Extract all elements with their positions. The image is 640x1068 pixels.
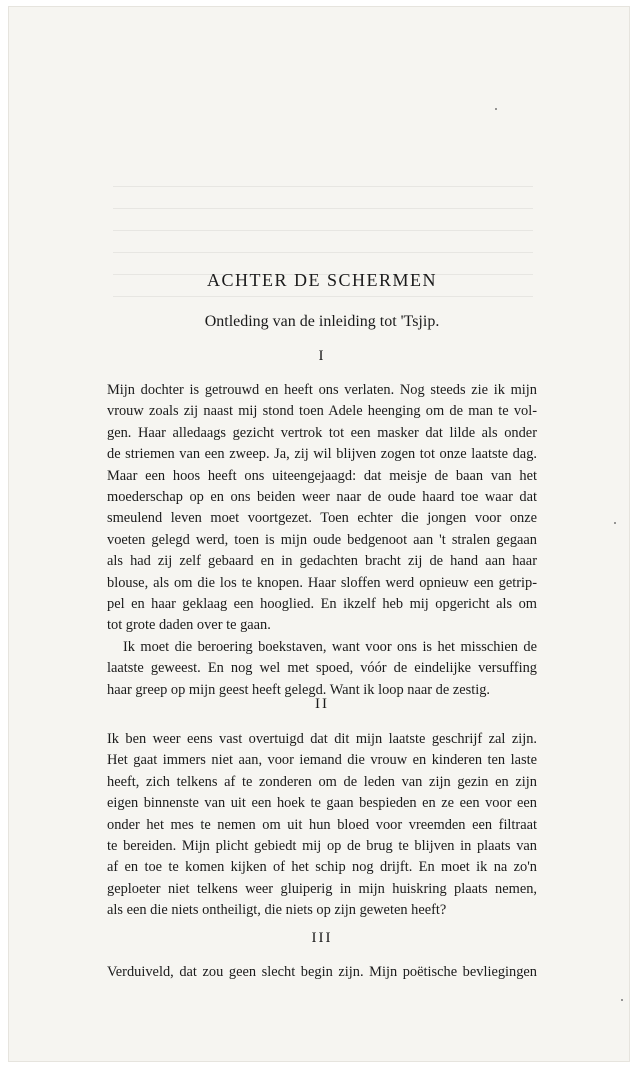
section-1-text [107, 380, 537, 701]
section-3-text [107, 962, 537, 983]
text-line: gen. Haar alledaags gezicht vertrok tot een masker dat lilde als onder [107, 424, 537, 441]
chapter-subtitle: Ontleding van de inleiding tot 'Tsjip. [204, 313, 440, 330]
chapter-title: ACHTER DE SCHERMEN [206, 270, 437, 290]
text-line: heeft, zich telkens af te zonderen om de leden van zijn gezin en zijn [107, 773, 537, 790]
section-2-text [107, 729, 537, 922]
text-line: als een die niets ontheiligt, die niets op zijn geweten heeft? [107, 902, 447, 919]
text-line: haar greep op mijn geest heeft gelegd. Want ik loop naar de zestig. [107, 681, 490, 698]
text-line: te bereiden. Mijn plicht gebiedt mij op de brug te blijven in plaats van [107, 838, 537, 855]
text-line: Het gaat immers niet aan, voor iemand die vrouw en kinderen ten laste [107, 752, 537, 769]
text-line: Ik moet die beroering boekstaven, want voor ons is het misschien de [123, 638, 537, 655]
text-line: af en toe te komen kijken of het schip nog drijft. En moet ik na zo'n [107, 859, 537, 876]
speck [495, 108, 497, 110]
text-line: onder het mes te nemen om uit hun bloed voor vreemden een filtraat [107, 816, 537, 833]
section-numeral-1: I [318, 348, 326, 364]
speck [621, 999, 623, 1001]
text-line: pel en haar geklaag een hooglied. En ikzelf heb mij opgericht als om [107, 596, 537, 613]
text-line: vrouw zoals zij naast mij stond toen Adele heenging om de man te vol- [107, 403, 537, 420]
text-line: tot grote daden over te gaan. [107, 617, 271, 634]
text-line: geploeter niet telkens weer gluiperig in mijn huiskring plaats nemen, [107, 880, 537, 897]
text-line: eigen binnenste van uit een hoek te gaan bespieden en ze een voor een [107, 795, 537, 812]
text-line: de striemen van een zweep. Ja, zij wil blijven zogen tot onze laatste dag. [107, 446, 537, 463]
text-line: als had zij zelf gebaard en in gedachten bracht zij de hand aan haar [107, 553, 537, 570]
text-line: Maar een hoos heeft ons uiteengejaagd: dat meisje de baan van het [107, 467, 537, 484]
text-line: voeten gelegd werd, toen is mijn oude bedgenoot aan 't stralen gegaan [107, 531, 537, 548]
text-line: moederschap op en ons beiden weer naar de oude haard toe waar dat [107, 489, 537, 506]
section-numeral-3: III [311, 930, 333, 946]
text-line: laatste geweest. En nog wel met spoed, vóór de eindelijke versuffing [107, 660, 537, 677]
text-line: Ik ben weer eens vast overtuigd dat dit mijn laatste geschrijf zal zijn. [107, 731, 537, 747]
section-numeral-2: II [315, 696, 329, 712]
text-line: smeulend leven moet voortgezet. Toen echter die jongen voor onze [107, 510, 537, 527]
text-line: Mijn dochter is getrouwd en heeft ons verlaten. Nog steeds zie ik mijn [107, 382, 537, 398]
text-line: Verduiveld, dat zou geen slecht begin zijn. Mijn poëtische bevliegingen [107, 964, 537, 980]
speck [614, 522, 616, 524]
text-line: blouse, als om die los te knopen. Haar sloffen werd opnieuw een getrip- [107, 574, 537, 591]
bleed-through-text [113, 186, 533, 316]
